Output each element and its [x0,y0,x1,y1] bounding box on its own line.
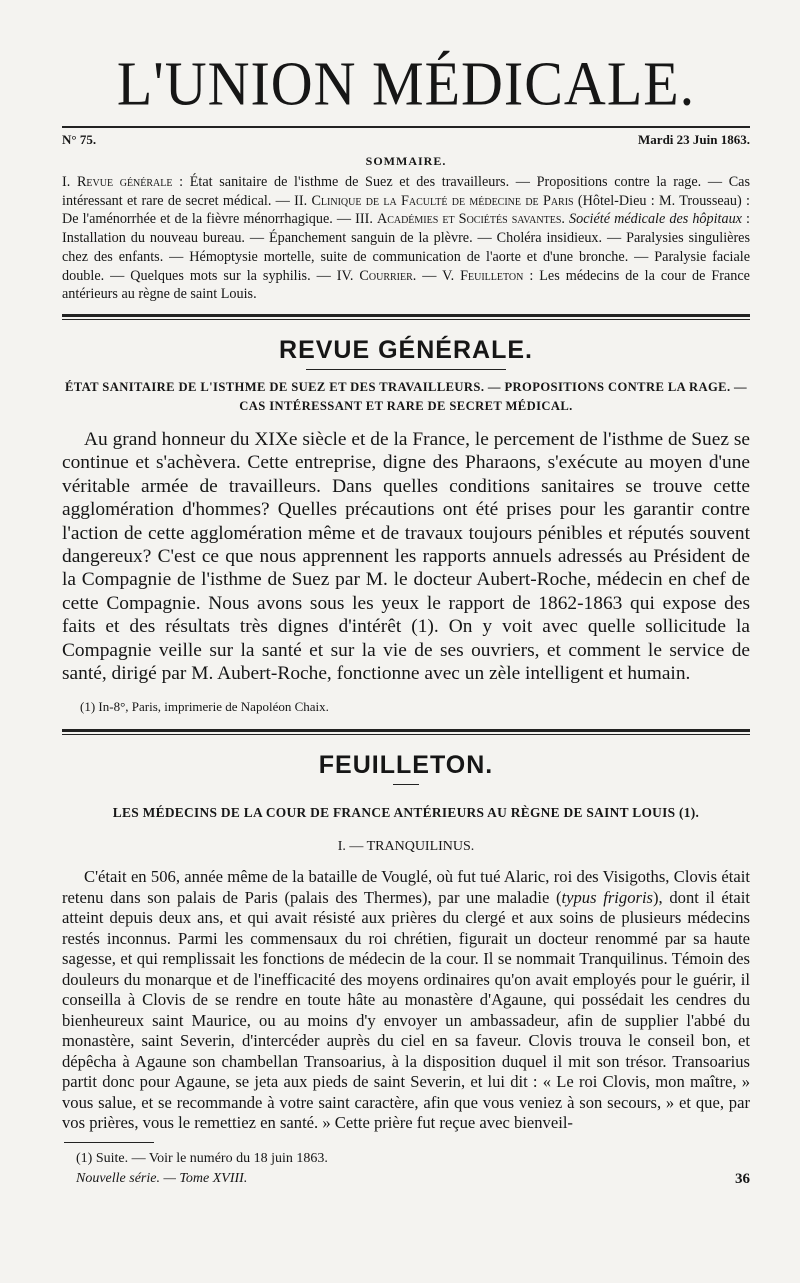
page-footer [76,1171,750,1188]
sommaire-title: SOMMAIRE. [365,154,447,168]
page-number: 36 [735,1170,750,1187]
sommaire-part: : État sanitaire de l'isthme de Suez et des travailleurs. — Propositions contre la rage. — Cas intéressant et rare de secret médical. — II. [62,174,750,209]
feuilleton-article-title: LES MÉDECINS DE LA COUR DE FRANCE ANTÉRIEURS AU RÈGNE DE SAINT LOUIS (1). [112,805,700,821]
masthead-title: L'UNION MÉDICALE. [116,48,696,119]
feuilleton-body-part: typus frigoris [561,887,654,907]
series-label: Nouvelle série. — Tome XVIII. [76,1170,248,1186]
section-divider [62,729,750,735]
revue-heading: REVUE GÉNÉRALE. [279,335,533,364]
sommaire-part: Revue générale [76,174,173,190]
revue-footnote: (1) In-8°, Paris, imprimerie de Napoléon Chaix. [80,699,329,715]
sommaire-part: Académies et Sociétés savantes. [376,211,565,228]
feuilleton-chapter: I. — TRANQUILINUS. [337,839,475,855]
sommaire-part: Courrier [359,267,413,284]
feuilleton-heading: FEUILLETON. [318,751,494,780]
feuilleton-footnote: (1) Suite. — Voir le numéro du 18 juin 1863. [76,1150,328,1166]
issue-line [62,132,750,148]
masthead-rule [62,126,750,128]
footnote-rule [64,1142,154,1143]
revue-article-title: ÉTAT SANITAIRE DE L'ISTHME DE SUEZ ET DES TRAVAILLEURS. — PROPOSITIONS CONTRE LA RAGE. — CAS INTÉRESSANT ET RARE DE SECRET MÉDICAL. [64,379,748,413]
section-divider [62,314,750,320]
feuilleton-body-part: C'était en 506, année même de la bataille de Vouglé, où fut tué Alaric, roi des Visigoths, Clovis était retenu dans son palais de Paris (palais des Thermes), par une maladie ( [62,867,750,907]
sommaire-part: : Installation du nouveau bureau. — Épanchement sanguin de la plèvre. — Choléra insidieux. — Paralysies singulières chez des enfants. — Hémoptysie mortelle, suite de communication de l'aorte et d'une bronche. — Paralysie faciale double. — Quelques mots sur la syphilis. — IV. [62,211,750,284]
feuilleton-body-part: ), dont il était atteint depuis deux ans, et qui avait résisté aux prières du clergé et aux soins de plusieurs médecins restés inconnus. Parmi les commensaux du roi chrétien, figurait un docteur renommé par sa haute sagesse, et qui remplissait les fonctions de médecin de la cour. Il se nommait Tranquilinus. Témoin des douleurs du monarque et de l'inefficacité des moyens ordinaires qu'on avait employés pour le guérir, il conseilla à Clovis de se rendre en toute hâte au monastère d'Agaune, qui possédait les cendres du bienheureux saint Maurice, ou au moins d'y envoyer un ambassadeur, afin de supplier l'abbé du monastère, saint Severin, d'intercéder auprès du ciel en sa faveur. Clovis trouva le conseil bon, et dépêcha à Agaune son chambellan Transoarius, à la disposition duquel il mit son trésor. Transoarius partit donc pour Agaune, se jeta aux pieds de saint Severin, et lui dit : « Le roi Clovis, mon maître, » vous salue, et se recommande à votre saint caractère, afin que vous veniez à son secours, » et que, par vos prières, vous le remettiez en santé. » Cette prière fut reçue avec bienveil- [62,887,750,1133]
heading-underline [393,784,419,785]
sommaire-text [62,173,750,304]
sommaire-part: Feuilleton [460,267,524,284]
sommaire-part: (Hôtel-Dieu : M. Trousseau) : De l'aménorrhée et de la fièvre ménorrhagique. — III. [62,192,750,228]
revue-body: Au grand honneur du XIXe siècle et de la France, le percement de l'isthme de Suez se continue et s'achèvera. Cette entreprise, digne des Pharaons, s'exécute au moyen d'une véritable armée de travailleurs. Dans quelles conditions sanitaires se trouve cette agglomération d'hommes? Quelles précautions ont été prises pour les garantir contre l'action de cette agglomération même et de travaux toujours pénibles et réputés souvent dangereux? C'est ce que nous apprennent les rapports annuels adressés au Président de la Compagnie de l'isthme de Suez par M. le docteur Aubert-Roche, médecin en chef de cette Compagnie. Nous avons sous les yeux le rapport de 1862-1863 qui expose des faits et des résultats très dignes d'intérêt (1). On y voit avec quelle sollicitude la Compagnie veille sur la santé et sur la vie de ses ouvriers, et comment le service de santé, dirigé par M. Aubert-Roche, fonctionne avec un zèle intelligent et humain. [62,428,750,684]
feuilleton-body [62,867,750,1134]
sommaire-part: Société médicale des hôpitaux [569,211,742,228]
issue-date: Mardi 23 Juin 1863. [638,132,750,147]
sommaire-part: : Les médecins de la cour de France antérieurs au règne de saint Louis. [62,267,750,303]
issue-number: N° 75. [62,132,97,147]
heading-underline [306,369,506,370]
sommaire-part: . — V. [412,267,461,284]
sommaire-part: I. [62,174,77,190]
sommaire-part: Clinique de la Faculté de médecine de Paris [311,192,574,209]
